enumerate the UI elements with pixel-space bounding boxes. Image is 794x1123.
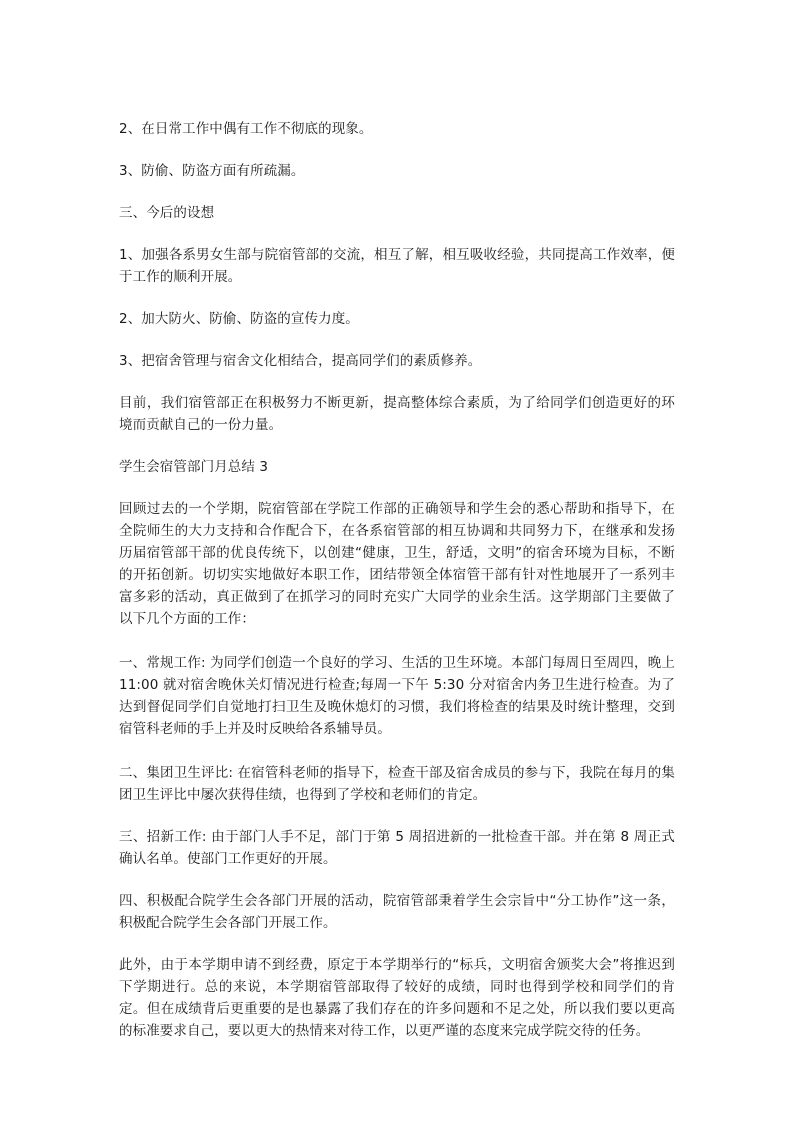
paragraph-plan-1: 1、加强各系男女生部与院宿管部的交流，相互了解，相互吸收经验，共同提高工作效率，便于工作的顺利开展。 bbox=[119, 247, 675, 285]
paragraph-conclusion: 此外，由于本学期申请不到经费，原定于本学期举行的“标兵，文明宿舍颁奖大会”将推迟到下学期进行。总的来说，本学期宿管部取得了较好的成绩，同时也得到学校和同学们的肯定。但在成绩背后更重要的是也暴露了我们存在的许多问题和不足之处，所以我们要以更高的标准要求自己，要以更大的热情来对待工作，以更严谨的态度来完成学院交待的任务。 bbox=[119, 957, 675, 1039]
paragraph-current-status: 目前，我们宿管部正在积极努力不断更新，提高整体综合素质，为了给同学们创造更好的环境而贡献自己的一份力量。 bbox=[119, 395, 675, 433]
paragraph-hygiene-evaluation: 二、集团卫生评比: 在宿管科老师的指导下，检查干部及宿舍成员的参与下，我院在每月的集团卫生评比中屡次获得佳绩，也得到了学校和老师们的肯定。 bbox=[119, 765, 675, 803]
paragraph-review: 回顾过去的一个学期，院宿管部在学院工作部的正确领导和学生会的悉心帮助和指导下，在全院师生的大力支持和合作配合下，在各系宿管部的相互协调和共同努力下，在继承和发扬历届宿管部干部的优良传统下，以创建“健康，卫生，舒适，文明”的宿舍环境为目标，不断的开拓创新。切切实实地做好本职工作，团结带领全体宿管干部有针对性地展开了一系列丰富多彩的活动，真正做到了在抓学习的同时充实广大同学的业余生活。这学期部门主要做了以下几个方面的工作： bbox=[119, 501, 675, 627]
paragraph-issue-2: 2、在日常工作中偶有工作不彻底的现象。 bbox=[119, 121, 373, 137]
paragraph-cooperation: 四、积极配合院学生会各部门开展的活动，院宿管部秉着学生会宗旨中“分工协作”这一条，积极配合院学生会各部门开展工作。 bbox=[119, 893, 675, 931]
paragraph-plan-3: 3、把宿舍管理与宿舍文化相结合，提高同学们的素质修养。 bbox=[119, 353, 482, 369]
paragraph-routine-work: 一、常规工作: 为同学们创造一个良好的学习、生活的卫生环境。本部门每周日至周四，晚上 11:00 就对宿舍晚休关灯情况进行检查;每周一下午 5:30 分对宿舍内务卫生进行检查。为了达到督促同学们自觉地打扫卫生及晚休熄灯的习惯，我们将检查的结果及时统计整理，交到宿管科老师的手上并及时反映给各系辅导员。 bbox=[119, 655, 675, 737]
paragraph-plan-2: 2、加大防火、防偷、防盗的宣传力度。 bbox=[119, 311, 359, 327]
section-heading-future-plans: 三、今后的设想 bbox=[119, 205, 215, 221]
document-title-summary-3: 学生会宿管部门月总结 3 bbox=[119, 459, 269, 475]
paragraph-issue-3: 3、防偷、防盗方面有所疏漏。 bbox=[119, 163, 305, 179]
paragraph-recruitment: 三、招新工作: 由于部门人手不足，部门于第 5 周招进新的一批检查干部。并在第 8 周正式确认名单。使部门工作更好的开展。 bbox=[119, 829, 675, 867]
document-body bbox=[119, 118, 675, 1042]
